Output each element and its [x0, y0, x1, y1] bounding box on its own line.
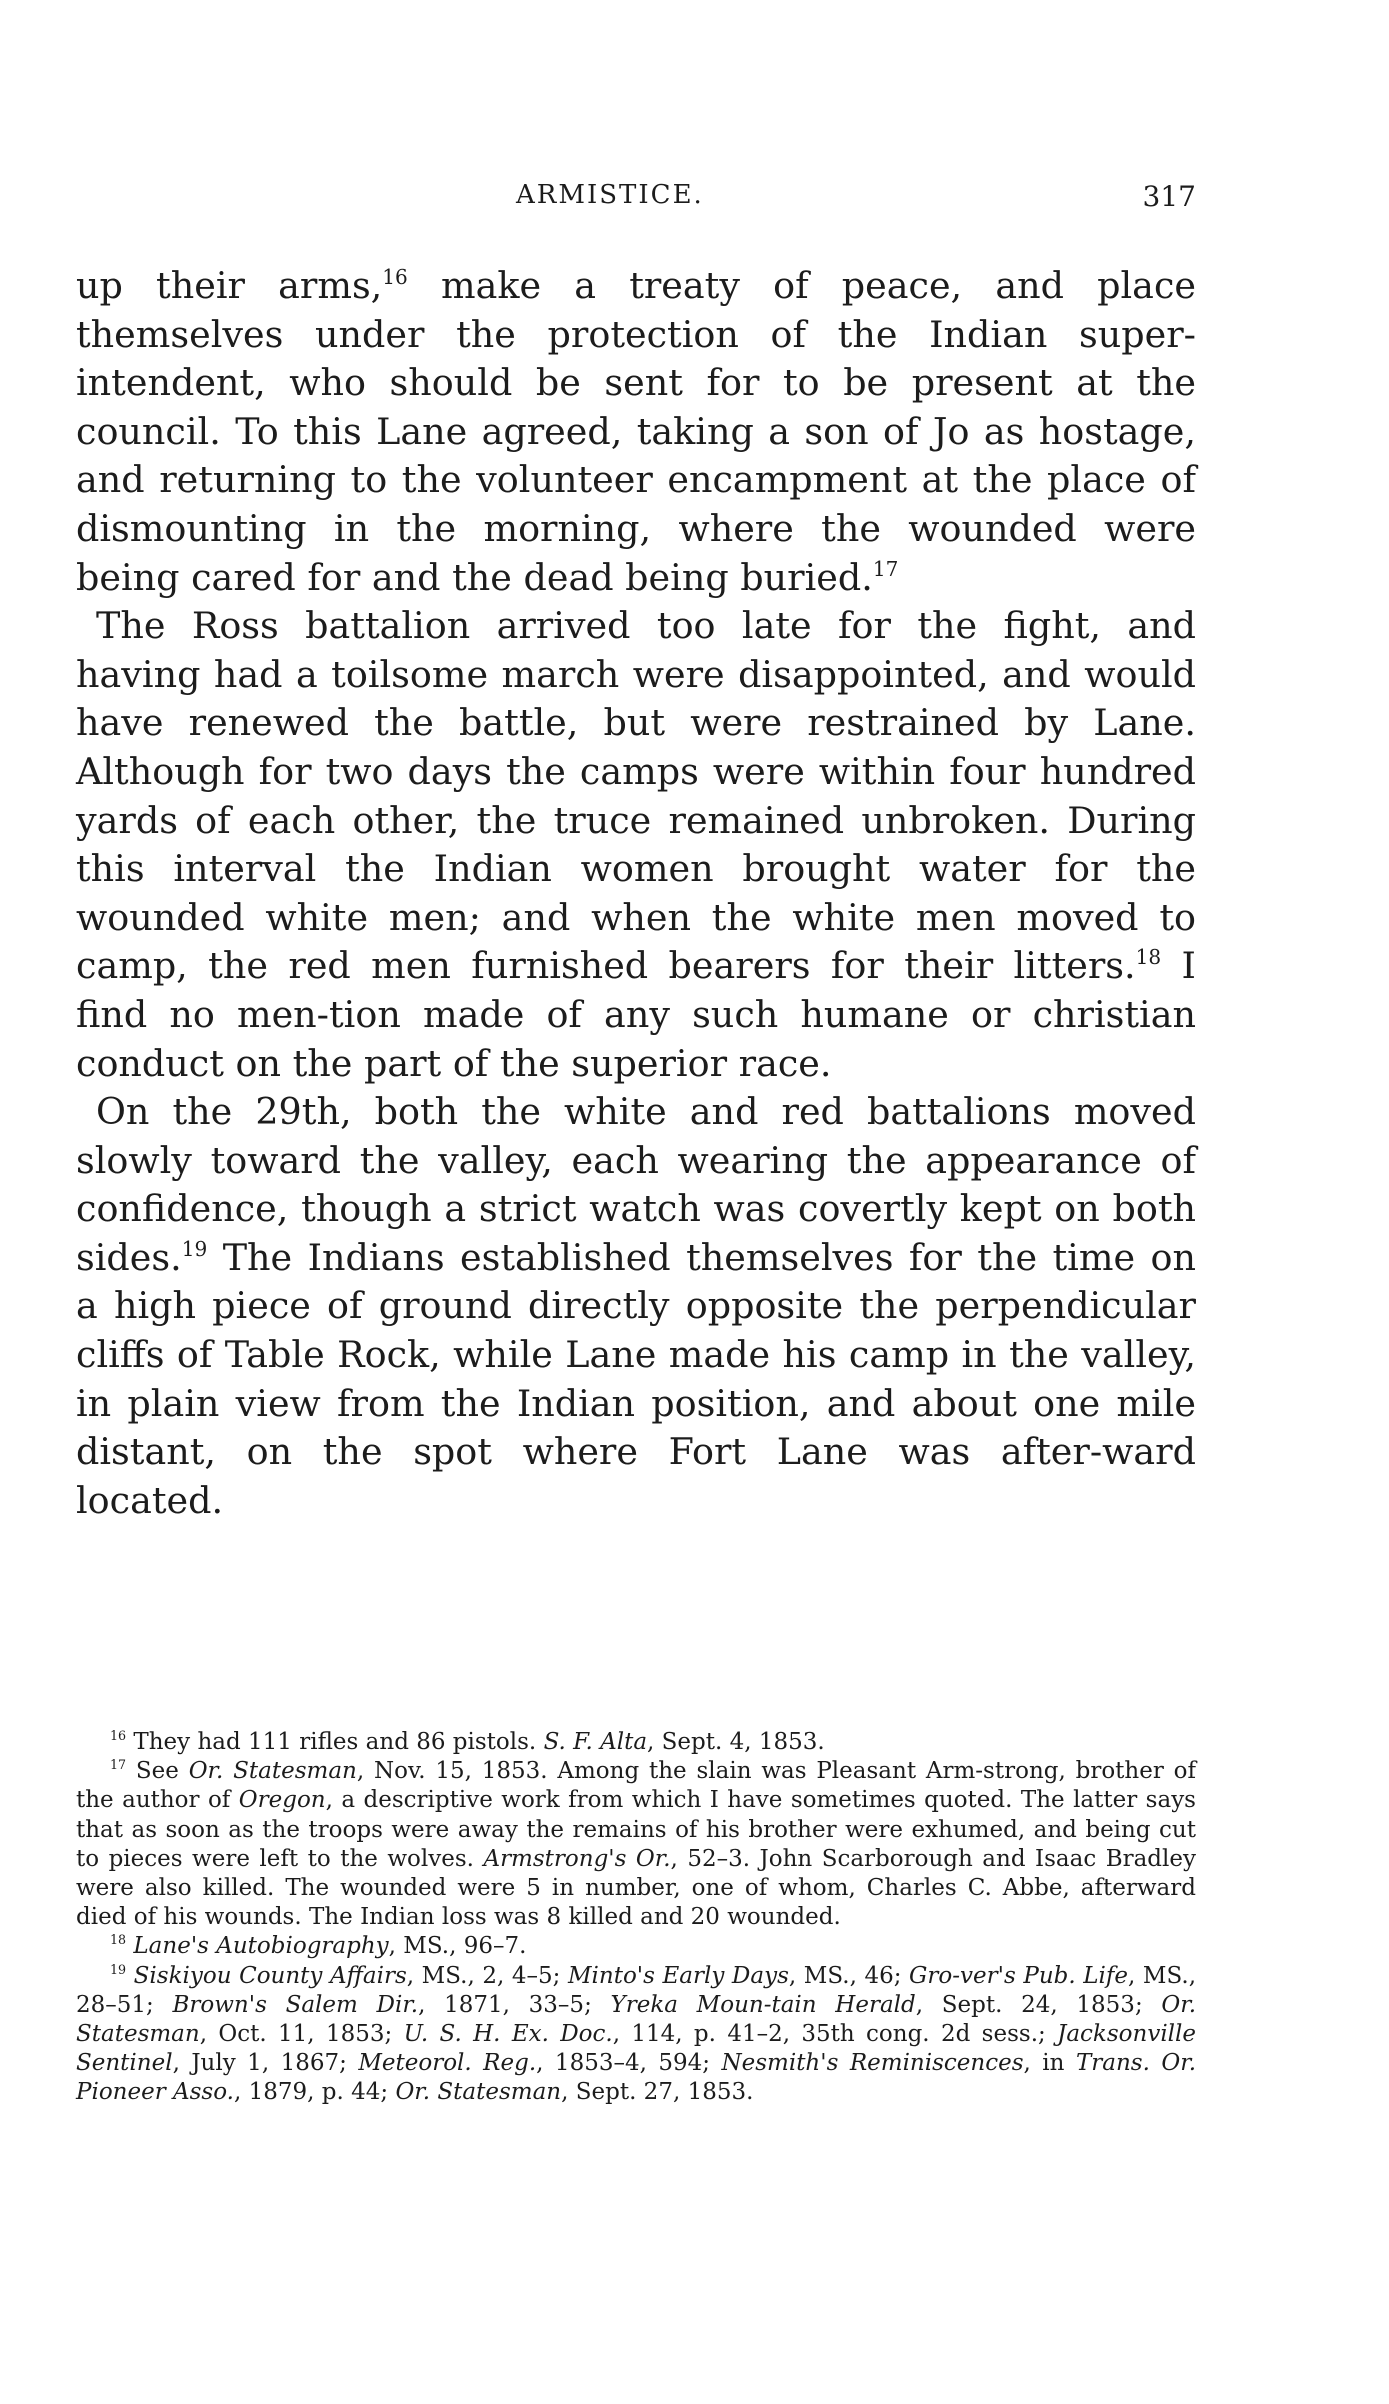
citation-title: Gro-ver's Pub. Life — [909, 1962, 1128, 1989]
text-run: , 52–3. John Scarborough and Isaac Bradley were also killed. The wounded were 5 in number, one of whom, Charles C. Abbe, afterward died of his wounds. The Indian loss was 8 killed and 20 wounded. — [76, 1845, 1196, 1931]
text-run: , in — [1023, 2050, 1076, 2077]
text-run: , Sept. 27, 1853. — [561, 2079, 754, 2106]
running-header — [76, 180, 1196, 220]
text-run: I find no men-tion made of any such humane or christian conduct on the part of the superior race. — [76, 944, 1196, 1085]
text-run: , Nov. 15, 1853. Among the slain was Pleasant Arm-strong, brother of the author of — [76, 1758, 1196, 1814]
text-run: , 1879, p. 44; — [234, 2079, 396, 2106]
citation-title: Armstrong's Or. — [483, 1845, 671, 1872]
text-run: They had 111 rifles and 86 pistols. — [126, 1729, 544, 1755]
citation-title: Trans. Or. Pioneer Asso. — [76, 2050, 1197, 2106]
citation-title: Minto's Early Days — [567, 1962, 789, 1989]
footnote-ref: 17 — [110, 1757, 127, 1773]
citation-title: U. S. H. Ex. Doc. — [403, 2021, 613, 2048]
footnotes — [76, 1728, 1196, 2108]
citation-title: Or. Statesman — [188, 1758, 357, 1785]
text-run: , MS., 28–51; — [76, 1962, 1196, 2018]
body-text — [76, 262, 1196, 1525]
page-number: 317 — [1142, 180, 1196, 213]
footnote — [76, 1962, 1196, 2108]
text-run: See — [126, 1758, 189, 1785]
citation-title: S. F. Alta — [543, 1729, 648, 1755]
text-run: The Indians established themselves for the time on a high piece of ground directly opposite the perpendicular cliffs of Table Rock, while Lane made his camp in the valley, in plain view from the Indian position, and about one mile distant, on the spot where Fort Lane was after-ward located. — [76, 1235, 1196, 1522]
citation-title: Lane's Autobiography — [126, 1933, 389, 1960]
citation-title: Siskiyou County Affairs — [126, 1962, 407, 1989]
footnote — [76, 1757, 1196, 1932]
citation-title: Jacksonville Sentinel — [76, 2021, 1196, 2077]
citation-title: Yreka Moun-tain Herald — [610, 1991, 916, 2018]
footnote-ref: 19 — [110, 1961, 127, 1977]
text-run: , 1871, 33–5; — [418, 1991, 611, 2018]
text-run: , 114, p. 41–2, 35th cong. 2d sess.; — [612, 2021, 1058, 2048]
paragraph — [76, 1088, 1196, 1525]
footnote-ref: 16 — [110, 1728, 127, 1744]
citation-title: Or. Statesman — [395, 2079, 562, 2106]
footnote — [76, 1932, 1196, 1961]
footnote-ref: 18 — [1135, 945, 1162, 970]
citation-title: Meteorol. Reg. — [358, 2050, 537, 2077]
citation-title: Brown's Salem Dir. — [172, 1991, 419, 2018]
paragraph — [76, 602, 1196, 1088]
text-run: , Oct. 11, 1853; — [199, 2021, 404, 2048]
paragraph — [76, 262, 1196, 602]
text-run: The Ross battalion arrived too late for the fight, and having had a toilsome march were disappointed, and would have renewed the battle, but were restrained by Lane. Although for two days the camps were within four hundred yards of each other, the truce remained unbroken. During this interval the Indian women brought water for the wounded white men; and when the white men moved to camp, the red men furnished bearers for their litters. — [76, 604, 1196, 988]
citation-title: Or. Statesman — [76, 1991, 1197, 2048]
text-run: make a treaty of peace, and place themselves under the protection of the Indian super-intendent, who should be sent for to be present at the council. To this Lane agreed, taking a son of Jo as hostage, and returning to the volunteer encampment at the place of dismounting in the morning, where the wounded were being cared for and the dead being buried. — [76, 264, 1196, 599]
footnote-ref: 16 — [382, 264, 408, 289]
text-run: , Sept. 4, 1853. — [647, 1729, 825, 1755]
text-run: , MS., 96–7. — [388, 1933, 527, 1960]
text-run: up their arms, — [76, 264, 383, 307]
text-run: , MS., 2, 4–5; — [406, 1962, 568, 1989]
footnote — [76, 1728, 1196, 1757]
citation-title: Nesmith's Reminiscences — [721, 2050, 1024, 2077]
text-run: , a descriptive work from which I have sometimes quoted. The latter says that as soon as the troops were away the remains of his brother were exhumed, and being cut to pieces were left to the wolves. — [76, 1787, 1196, 1872]
footnote-ref: 18 — [110, 1932, 127, 1948]
footnote-ref: 19 — [181, 1236, 208, 1261]
text-run: , Sept. 24, 1853; — [915, 1991, 1162, 2018]
text-run: , 1853–4, 594; — [536, 2050, 722, 2077]
citation-title: Oregon — [238, 1787, 326, 1814]
text-run: On the 29th, both the white and red battalions moved slowly toward the valley, each wearing the appearance of confidence, though a strict watch was covertly kept on both sides. — [76, 1090, 1196, 1279]
footnote-ref: 17 — [872, 556, 899, 581]
text-run: , July 1, 1867; — [172, 2050, 359, 2077]
text-run: , MS., 46; — [788, 1962, 910, 1989]
page-title: ARMISTICE. — [516, 180, 704, 210]
